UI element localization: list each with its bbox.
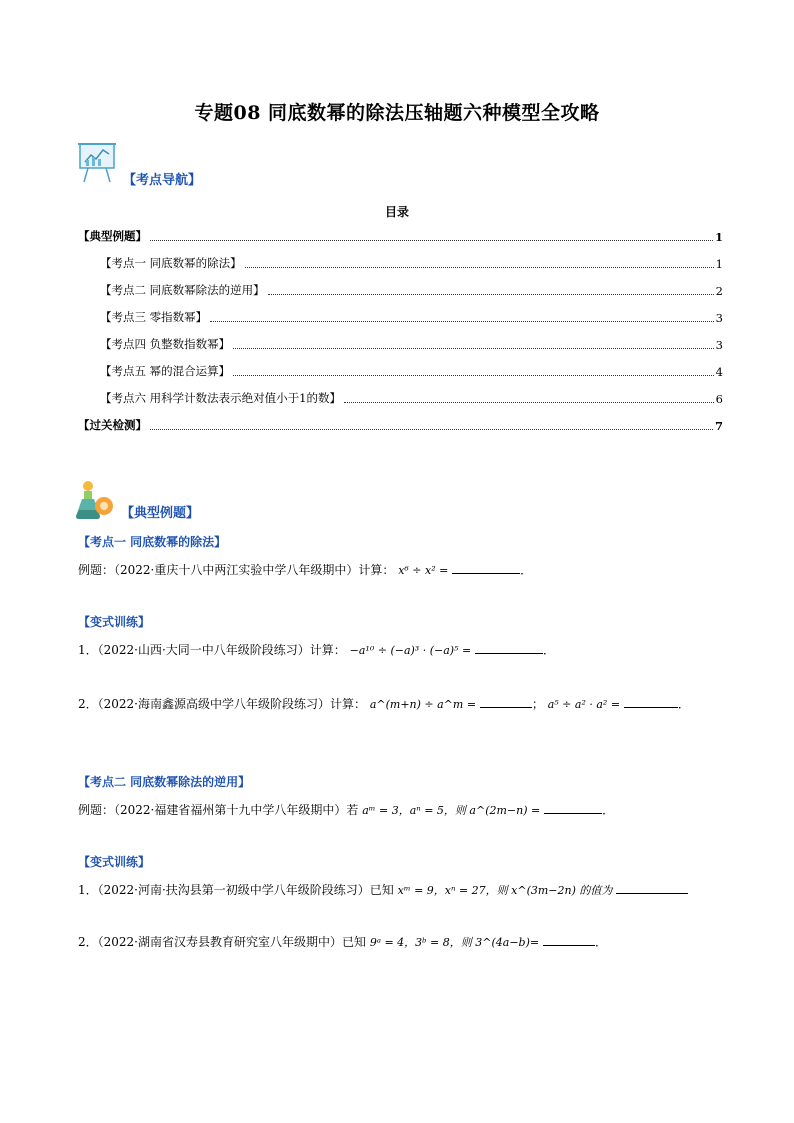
answer-blank[interactable] [480, 695, 532, 708]
variant-heading: 【变式训练】 [78, 855, 151, 869]
nav-label: 【考点导航】 [123, 173, 202, 188]
example-line: 例题：（2022·重庆十八中两江实验中学八年级期中）计算： x⁶ ÷ x² = ． [78, 563, 533, 577]
section-label: 【典型例题】 [121, 506, 200, 521]
toc-row[interactable]: 【考点二 同底数幂除法的逆用】 2 [100, 283, 723, 298]
answer-blank[interactable] [544, 801, 602, 814]
toc-row[interactable]: 【考点五 幂的混合运算】 4 [100, 364, 723, 379]
question-line: 2．（2022·湖南省汉寿县教育研究室八年级期中）已知 9ᵃ = 4，3ᵇ = 8，则 3^(4a−b)= ． [78, 935, 607, 949]
question-line: 1．（2022·河南·扶沟县第一初级中学八年级阶段练习）已知 xᵐ = 9，xⁿ = 27，则 x^(3m−2n) 的值为 [78, 881, 688, 898]
formula: 9ᵃ = 4，3ᵇ = 8，则 3^(4a−b)= [369, 936, 540, 949]
example-line: 例题：（2022·福建省福州第十九中学八年级期中）若 aᵐ = 3，aⁿ = 5，则 a^(2m−n) = ． [78, 803, 615, 817]
variant-heading: 【变式训练】 [78, 615, 151, 629]
answer-blank[interactable] [475, 641, 543, 654]
answer-blank[interactable] [543, 933, 595, 946]
formula: a⁵ ÷ a² · a² = [547, 698, 621, 711]
answer-blank[interactable] [624, 695, 678, 708]
formula: a^(m+n) ÷ a^m = [369, 698, 477, 711]
toc-row[interactable]: 【考点六 用科学计数法表示绝对值小于1的数】 6 [100, 391, 723, 406]
toc-row[interactable]: 【典型例题】 1 [78, 229, 723, 244]
formula: −a¹⁰ ÷ (−a)³ · (−a)⁵ = [349, 644, 472, 657]
toc-row[interactable]: 【考点一 同底数幂的除法】 1 [100, 256, 723, 271]
presentation-board-icon [76, 140, 120, 184]
answer-blank[interactable] [452, 561, 520, 574]
toc-row[interactable]: 【考点四 负整数指数幂】 3 [100, 337, 723, 352]
flask-icon [72, 478, 116, 522]
question-line: 1．（2022·山西·大同一中八年级阶段练习）计算： −a¹⁰ ÷ (−a)³ · (−a)⁵ = ． [78, 643, 556, 657]
formula: x⁶ ÷ x² = [398, 564, 449, 577]
section-heading: 【考点二 同底数幂除法的逆用】 [78, 775, 251, 789]
question-line: 2．（2022·海南鑫源高级中学八年级阶段练习）计算： a^(m+n) ÷ a^m = ； a⁵ ÷ a² · a² = ． [78, 697, 690, 711]
formula: xᵐ = 9，xⁿ = 27，则 x^(3m−2n) 的值为 [397, 884, 613, 897]
answer-blank[interactable] [616, 881, 688, 894]
toc-row[interactable]: 【考点三 零指数幂】 3 [100, 310, 723, 325]
section-heading: 【考点一 同底数幂的除法】 [78, 535, 227, 549]
toc-title: 目录 [384, 205, 409, 219]
toc-row[interactable]: 【过关检测】 7 [78, 418, 723, 433]
page-title: 专题08 同底数幂的除法压轴题六种模型全攻略 [194, 102, 600, 124]
formula: aᵐ = 3，aⁿ = 5，则 a^(2m−n) = [362, 804, 541, 817]
